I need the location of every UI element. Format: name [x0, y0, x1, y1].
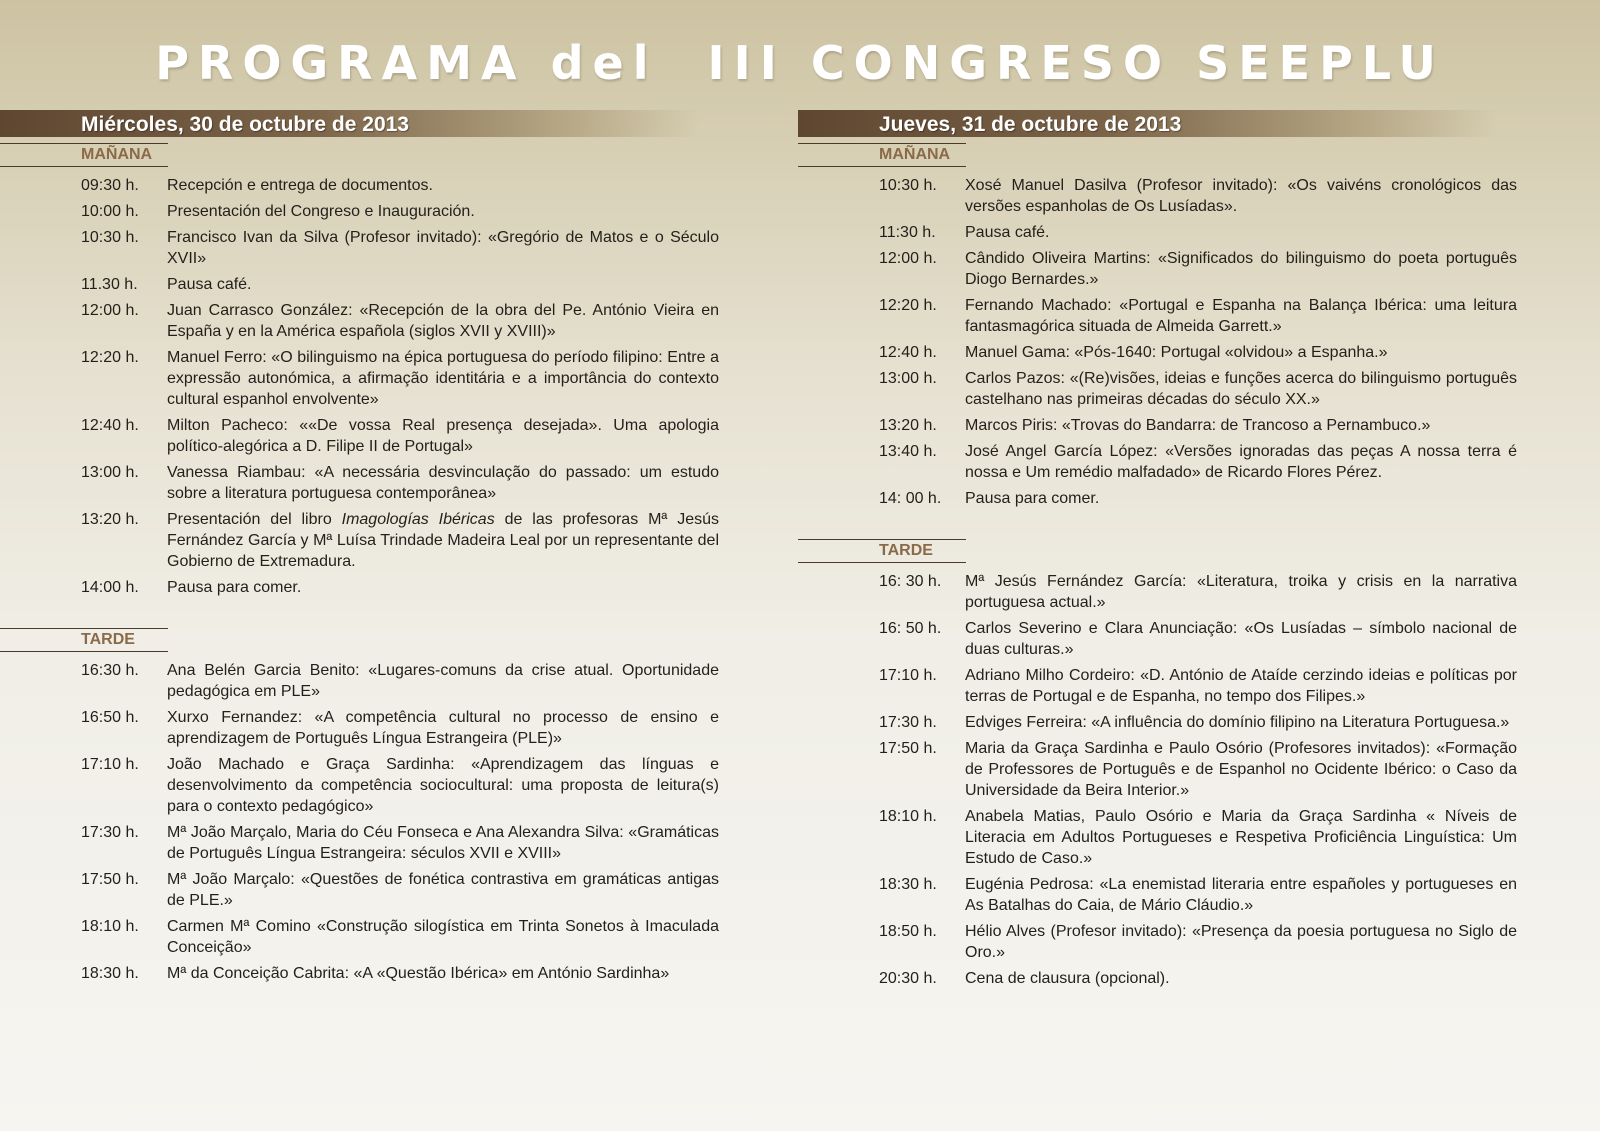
entry-time: 14:00 h. [81, 579, 139, 596]
section-label: TARDE [81, 631, 135, 648]
entry-text: Xurxo Fernandez: «A competência cultural no processo de ensino e aprendizagem de Português Língua Estrangeira (PLE)» [167, 709, 719, 747]
section-header [798, 539, 1518, 563]
schedule-entry [0, 660, 720, 702]
day-column-wednesday [0, 110, 720, 984]
entry-text: José Angel García López: «Versões ignoradas das peças A nossa terra é nossa e Um remédio malfadado» de Ricardo Flores Pérez. [965, 443, 1517, 481]
entry-text: Francisco Ivan da Silva (Profesor invitado): «Gregório de Matos e o Século XVII» [167, 229, 719, 267]
entry-text: Maria da Graça Sardinha e Paulo Osório (Profesores invitados): «Formação de Professores de Português e de Espanhol no Ocidente Ibérico: o Caso da Universidade da Beira Interior.» [965, 740, 1517, 799]
schedule-entry [798, 571, 1518, 613]
book-title: Imagologías Ibéricas [341, 511, 495, 528]
entry-text: Mª João Marçalo: «Questões de fonética contrastiva em gramáticas antigas de PLE.» [167, 871, 719, 909]
entry-time: 14: 00 h. [879, 490, 942, 507]
schedule-entry [798, 222, 1518, 243]
entry-time: 09:30 h. [81, 177, 139, 194]
entry-text: Presentación del Congreso e Inauguración. [167, 203, 475, 220]
schedule-entry [798, 806, 1518, 869]
entry-time: 18:50 h. [879, 923, 937, 940]
entry-time: 12:00 h. [81, 302, 139, 319]
schedule-entry [0, 415, 720, 457]
morning-section [0, 143, 720, 598]
entry-time: 11.30 h. [81, 276, 138, 293]
schedule-entry [798, 488, 1518, 509]
entry-time: 12:40 h. [879, 344, 937, 361]
entry-text: Anabela Matias, Paulo Osório e Maria da Graça Sardinha « Níveis de Literacia em Adultos Portugueses e Respetiva Proficiência Linguística: Um Estudo de Caso.» [965, 808, 1517, 867]
afternoon-section [0, 628, 720, 984]
day-header-bar [798, 110, 1498, 137]
entry-time: 17:50 h. [879, 740, 937, 757]
entry-text: Ana Belén Garcia Benito: «Lugares-comuns da crise atual. Oportunidade pedagógica em PLE» [167, 662, 719, 700]
entry-time: 16: 50 h. [879, 620, 942, 637]
entry-time: 16:30 h. [81, 662, 139, 679]
entry-time: 12:20 h. [81, 349, 139, 366]
entry-text: Mª Jesús Fernández García: «Literatura, troika y crisis en la narrativa portuguesa actual.» [965, 573, 1517, 611]
section-header [798, 143, 1518, 167]
schedule-entry [0, 707, 720, 749]
schedule-entry [798, 295, 1518, 337]
entry-time: 18:30 h. [81, 965, 139, 982]
entry-text: Pausa café. [167, 276, 252, 293]
schedule-entry [798, 441, 1518, 483]
entry-text: Milton Pacheco: ««De vossa Real presença desejada». Uma apologia político-alegórica a D. Filipe II de Portugal» [167, 417, 719, 455]
morning-section [798, 143, 1518, 509]
entry-time: 13:00 h. [81, 464, 139, 481]
entry-text: Carlos Pazos: «(Re)visões, ideias e funções acerca do bilinguismo português castelhano nas primeiras décadas do século XX.» [965, 370, 1517, 408]
entry-time: 20:30 h. [879, 970, 937, 987]
schedule-entry [798, 968, 1518, 989]
schedule-entry [0, 300, 720, 342]
entry-text: Eugénia Pedrosa: «La enemistad literaria entre españoles y portugueses en As Batalhas do Caia, de Mário Cláudio.» [965, 876, 1517, 914]
schedule-entry [798, 415, 1518, 436]
entry-time: 13:00 h. [879, 370, 937, 387]
schedule-entry [0, 754, 720, 817]
entry-text: Mª João Marçalo, Maria do Céu Fonseca e Ana Alexandra Silva: «Gramáticas de Português Língua Estrangeira: séculos XVII e XVIII» [167, 824, 719, 862]
schedule-entry [0, 462, 720, 504]
schedule-entry [798, 368, 1518, 410]
entry-text: Cândido Oliveira Martins: «Significados do bilinguismo do poeta português Diogo Bernardes.» [965, 250, 1517, 288]
entry-time: 17:10 h. [879, 667, 937, 684]
entry-text: Pausa café. [965, 224, 1050, 241]
entry-time: 17:30 h. [879, 714, 937, 731]
day-title: Miércoles, 30 de octubre de 2013 [81, 113, 409, 136]
schedule-entry [798, 618, 1518, 660]
afternoon-section [798, 539, 1518, 989]
section-header [0, 143, 720, 167]
entry-time: 18:10 h. [879, 808, 937, 825]
entry-time: 13:40 h. [879, 443, 937, 460]
entry-text-part: Presentación del libro [167, 511, 342, 528]
schedule-entry [0, 227, 720, 269]
entry-text: Cena de clausura (opcional). [965, 970, 1170, 987]
schedule-entry [0, 963, 720, 984]
entry-time: 18:30 h. [879, 876, 937, 893]
entry-time: 16: 30 h. [879, 573, 942, 590]
entry-text: Edviges Ferreira: «A influência do domínio filipino na Literatura Portuguesa.» [965, 714, 1510, 731]
schedule-entry [0, 577, 720, 598]
schedule-entry [798, 712, 1518, 733]
entry-text: Xosé Manuel Dasilva (Profesor invitado): «Os vaivéns cronológicos das versões espanholas de Os Lusíadas». [965, 177, 1517, 215]
entry-text-part: de las profesoras Mª Jesús Fernández García y Mª Luísa Trindade Madeira Leal por un representante del Gobierno de Extremadura. [167, 511, 719, 570]
schedule-entry [0, 822, 720, 864]
schedule-entry [798, 342, 1518, 363]
section-label: MAÑANA [879, 146, 951, 163]
schedule-entry [798, 175, 1518, 217]
entry-text: Pausa para comer. [167, 579, 302, 596]
entry-text: Hélio Alves (Profesor invitado): «Presença da poesia portuguesa no Siglo de Oro.» [965, 923, 1517, 961]
entry-time: 17:30 h. [81, 824, 139, 841]
entry-text: Vanessa Riambau: «A necessária desvinculação do passado: um estudo sobre a literatura portuguesa contemporânea» [167, 464, 719, 502]
entry-text: Marcos Piris: «Trovas do Bandarra: de Trancoso a Pernambuco.» [965, 417, 1431, 434]
entry-time: 17:50 h. [81, 871, 139, 888]
entry-text: Adriano Milho Cordeiro: «D. António de Ataíde cerzindo ideias e políticas por terras de Portugal e de Espanha, no tempo dos Filipes.» [965, 667, 1517, 705]
schedule-entry [798, 248, 1518, 290]
entry-time: 13:20 h. [81, 511, 139, 528]
entry-text: Carmen Mª Comino «Construção silogística em Trinta Sonetos à Imaculada Conceição» [167, 918, 719, 956]
entry-time: 18:10 h. [81, 918, 139, 935]
schedule-entry [0, 201, 720, 222]
entry-time: 12:20 h. [879, 297, 937, 314]
schedule-entry [0, 916, 720, 958]
day-title: Jueves, 31 de octubre de 2013 [879, 113, 1182, 136]
entry-time: 10:30 h. [81, 229, 139, 246]
section-label: TARDE [879, 542, 933, 559]
schedule-entry [798, 874, 1518, 916]
day-header-bar [0, 110, 700, 137]
entry-time: 12:40 h. [81, 417, 139, 434]
schedule-entry [0, 869, 720, 911]
day-column-thursday [798, 110, 1518, 989]
entry-text: Juan Carrasco González: «Recepción de la obra del Pe. António Vieira en España y en la América española (siglos XVII y XVIII)» [167, 302, 719, 340]
section-label: MAÑANA [81, 146, 153, 163]
entry-time: 17:10 h. [81, 756, 139, 773]
schedule-entry [0, 347, 720, 410]
entry-time: 10:30 h. [879, 177, 937, 194]
schedule-entry [798, 665, 1518, 707]
page-title: PROGRAMA del III CONGRESO SEEPLU [155, 36, 1445, 90]
entry-text: Mª da Conceição Cabrita: «A «Questão Ibérica» em António Sardinha» [167, 965, 670, 982]
entry-time: 11:30 h. [879, 224, 936, 241]
entry-text: Carlos Severino e Clara Anunciação: «Os Lusíadas – símbolo nacional de duas culturas.» [965, 620, 1517, 658]
entry-time: 12:00 h. [879, 250, 937, 267]
schedule-entry [798, 921, 1518, 963]
schedule-entry [0, 175, 720, 196]
entry-text: Pausa para comer. [965, 490, 1100, 507]
section-header [0, 628, 720, 652]
entry-time: 10:00 h. [81, 203, 139, 220]
entry-text: Fernando Machado: «Portugal e Espanha na Balança Ibérica: uma leitura fantasmagórica situada de Almeida Garrett.» [965, 297, 1517, 335]
entry-text [167, 509, 719, 572]
schedule-entry [0, 509, 720, 572]
entry-text: Manuel Ferro: «O bilinguismo na épica portuguesa do período filipino: Entre a expressão autonómica, a afirmação identitária e a importância do contexto cultural espanhol envolvente» [167, 349, 719, 408]
entry-text: João Machado e Graça Sardinha: «Aprendizagem das línguas e desenvolvimento da competência sociocultural: uma proposta de leitura(s) para o contexto pedagógico» [167, 756, 719, 815]
entry-time: 13:20 h. [879, 417, 937, 434]
entry-text: Recepción e entrega de documentos. [167, 177, 433, 194]
schedule-entry [798, 738, 1518, 801]
entry-text: Manuel Gama: «Pós-1640: Portugal «olvidou» a Espanha.» [965, 344, 1388, 361]
schedule-entry [0, 274, 720, 295]
entry-time: 16:50 h. [81, 709, 139, 726]
